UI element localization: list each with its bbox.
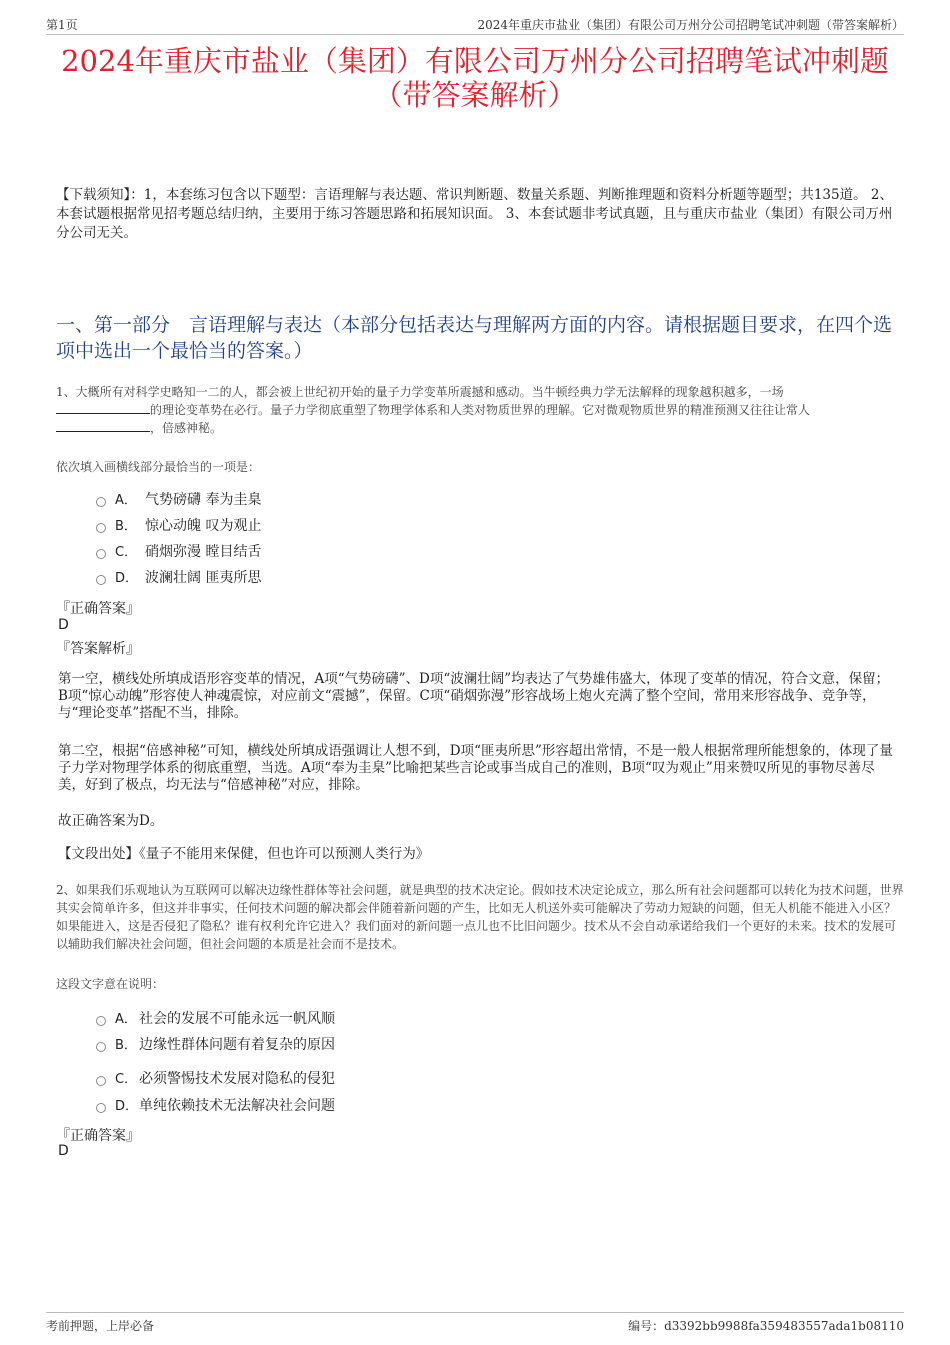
radio-icon[interactable] [96, 523, 106, 533]
radio-icon[interactable] [96, 1016, 106, 1026]
footer-doc-id: 编号：d3392bb9988fa359483557ada1b08110 [628, 1319, 904, 1333]
q2-option-c[interactable]: C． 必须警惕技术发展对隐私的侵犯 [96, 1070, 335, 1088]
radio-icon[interactable] [96, 575, 106, 585]
question-1-text: 1、大概所有对科学史略知一二的人，都会被上世纪初开始的量子力学变革所震撼和感动。当牛顿经典力学无法解释的现象越积越多，一场 的理论变革势在必行。量子力学彻底重塑了物理学体系和人类对物质世界的理解。它对微观物质世界的精准预测又往往让常人 ，倍感神秘。 [56, 385, 811, 435]
page-footer [46, 1312, 904, 1335]
question-2-prompt: 这段文字意在说明： [56, 977, 165, 991]
q1-analysis-paragraph-1: 第一空，横线处所填成语形容变革的情况，A项“气势磅礴”、D项“波澜壮阔”均表达了气势雄伟盛大，体现了变革的情况，符合文意，保留；B项“惊心动魄”形容使人神魂震惊，对应前文“震撼”，保留。C项“硝烟弥漫”形容战场上炮火充满了整个空间，常用来形容战争、竞争等，与“理论变革”搭配不当，排除。 [58, 671, 890, 721]
radio-icon[interactable] [96, 1042, 106, 1052]
question-2-text: 2、如果我们乐观地认为互联网可以解决边缘性群体等社会问题，就是典型的技术决定论。假如技术决定论成立，那么所有社会问题都可以转化为技术问题，世界其实会简单许多，但这并非事实，任何技术问题的解决都会伴随着新问题的产生，比如无人机送外卖可能解决了劳动力短缺的问题，但无人机能不能进入小区？如果能进入，这是否侵犯了隐私？谁有权利允许它进入？我们面对的新问题一点儿也不比旧问题少。技术从不会自动承诺给我们一个更好的未来。技术的发展可以辅助我们解决社会问题，但社会问题的本质是社会而不是技术。 [56, 883, 904, 951]
q2-answer-label: 『正确答案』 [56, 1128, 140, 1144]
q1-option-d[interactable]: D． 波澜壮阔 匪夷所思 [96, 569, 261, 587]
q1-analysis-paragraph-2: 第二空，根据“倍感神秘”可知，横线处所填成语强调让人想不到，D项“匪夷所思”形容超出常情，不是一般人根据常理所能想象的，体现了量子力学对物理学体系的彻底重塑，当选。A项“奉为圭臬”比喻把某些言论或事当成自己的准则，B项“叹为观止”用来赞叹所见的事物尽善尽美，好到了极点，均无法与“倍感神秘”对应，排除。 [58, 743, 893, 793]
header-doc-title: 2024年重庆市盐业（集团）有限公司万州分公司招聘笔试冲刺题（带答案解析） [477, 18, 904, 32]
page-number: 第1页 [46, 18, 78, 32]
radio-icon[interactable] [96, 1103, 106, 1113]
question-1-prompt: 依次填入画横线部分最恰当的一项是： [56, 460, 261, 474]
fill-blank-1 [56, 401, 150, 414]
q1-source: 【文段出处】《量子不能用来保健，但也许可以预测人类行为》 [58, 846, 430, 862]
download-notice: 【下载须知】：1，本套练习包含以下题型：言语理解与表达题、常识判断题、数量关系题、判断推理题和资料分析题等题型；共135道。 2、本套试题根据常见招考题总结归纳，主要用于练习答题思路和拓展知识面。 3、本套试题非考试真题，且与重庆市盐业（集团）有限公司万州分公司无关。 [56, 187, 893, 241]
q2-option-b[interactable]: B． 边缘性群体问题有着复杂的原因 [96, 1036, 335, 1054]
radio-icon[interactable] [96, 1076, 106, 1086]
page-header [46, 14, 904, 35]
q2-option-d[interactable]: D．单纯依赖技术无法解决社会问题 [96, 1097, 335, 1115]
section-title: 一、第一部分 言语理解与表达（本部分包括表达与理解两方面的内容。请根据题目要求，在四个选项中选出一个最恰当的答案。） [56, 314, 893, 362]
q1-option-a[interactable]: A． 气势磅礴 奉为圭臬 [96, 491, 261, 509]
footer-slogan: 考前押题，上岸必备 [46, 1319, 155, 1333]
q1-answer-label: 『正确答案』 [56, 601, 140, 617]
q1-option-b[interactable]: B． 惊心动魄 叹为观止 [96, 517, 261, 535]
q1-analysis-label: 『答案解析』 [56, 641, 140, 657]
q1-analysis-conclusion: 故正确答案为D。 [58, 813, 164, 829]
radio-icon[interactable] [96, 549, 106, 559]
document-title: 2024年重庆市盐业（集团）有限公司万州分公司招聘笔试冲刺题（带答案解析） [61, 44, 889, 112]
q1-option-c[interactable]: C． 硝烟弥漫 瞠目结舌 [96, 543, 261, 561]
q1-answer: D [58, 617, 69, 633]
radio-icon[interactable] [96, 497, 106, 507]
fill-blank-2 [56, 419, 150, 432]
q2-answer: D [58, 1143, 69, 1159]
q2-option-a[interactable]: A． 社会的发展不可能永远一帆风顺 [96, 1010, 335, 1028]
